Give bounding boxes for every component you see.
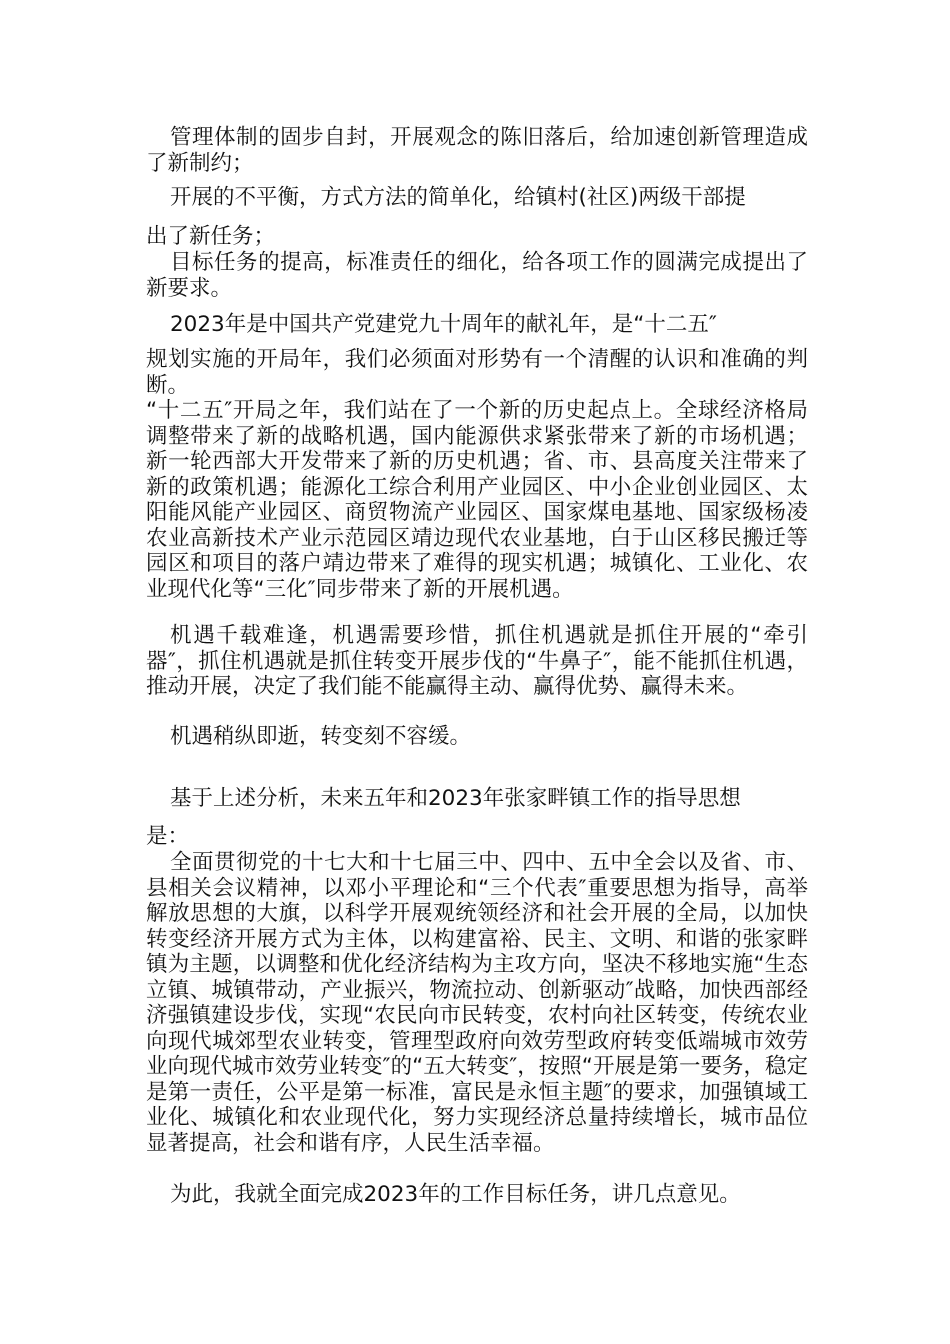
paragraph-2: 开展的不平衡，方式方法的简单化，给镇村(社区)两级干部提 — [170, 185, 746, 210]
paragraph-13: 为此，我就全面完成2023年的工作目标任务，讲几点意见。 — [170, 1182, 741, 1207]
paragraph-12: 全面贯彻党的十七大和十七届三中、四中、五中全会以及省、市、县相关会议精神，以邓小平理论和“三个代表″重要思想为指导，高举解放思想的大旗，以科学开展观统领经济和社会开展的全局，以加快转变经济开展方式为主体，以构建富裕、民主、文明、和谐的张家畔镇为主题，以调整和优化经济结构为主攻方向，坚决不移地实施“生态立镇、城镇带动，产业振兴，物流拉动、创新驱动″战略，加快西部经济强镇建设步伐，实现“农民向市民转变，农村向社区转变，传统农业向现代城郊型农业转变，管理型政府向效劳型政府转变低端城市效劳业向现代城市效劳业转变″的“五大转变″，按照“开展是第一要务，稳定是第一责任，公平是第一标准，富民是永恒主题″的要求，加强镇域工业化、城镇化和农业现代化，努力实现经济总量持续增长，城市品位显著提高，社会和谐有序，人民生活幸福。 — [146, 850, 808, 1156]
paragraph-7: “十二五″开局之年，我们站在了一个新的历史起点上。全球经济格局调整带来了新的战略机遇，国内能源供求紧张带来了新的市场机遇；新一轮西部大开发带来了新的历史机遇；省、市、县高度关注带来了新的政策机遇；能源化工综合利用产业园区、中小企业创业园区、太阳能风能产业园区、商贸物流产业园区、国家煤电基地、国家级杨凌农业高新技术产业示范园区靖边现代农业基地，白于山区移民搬迁等园区和项目的落户靖边带来了难得的现实机遇；城镇化、工业化、农业现代化等“三化″同步带来了新的开展机遇。 — [146, 398, 808, 602]
paragraph-11: 是： — [146, 824, 190, 849]
body-text — [146, 0, 808, 1344]
paragraph-1: 管理体制的固步自封，开展观念的陈旧落后，给加速创新管理造成了新制约； — [146, 125, 808, 176]
paragraph-10: 基于上述分析，未来五年和2023年张家畔镇工作的指导思想 — [170, 786, 741, 811]
paragraph-8: 机遇千载难逢，机遇需要珍惜，抓住机遇就是抓住开展的“牵引器″，抓住机遇就是抓住转变开展步伐的“牛鼻子″，能不能抓住机遇，推动开展，决定了我们能不能赢得主动、赢得优势、赢得未来。 — [146, 623, 808, 699]
paragraph-9: 机遇稍纵即逝，转变刻不容缓。 — [170, 724, 472, 749]
paragraph-3: 出了新任务； — [146, 224, 276, 249]
paragraph-4: 目标任务的提高，标准责任的细化，给各项工作的圆满完成提出了新要求。 — [146, 250, 808, 301]
paragraph-6: 规划实施的开局年，我们必须面对形势有一个清醒的认识和准确的判断。 — [146, 347, 808, 398]
paragraph-5: 2023年是中国共产党建党九十周年的献礼年，是“十二五″ — [170, 312, 717, 337]
